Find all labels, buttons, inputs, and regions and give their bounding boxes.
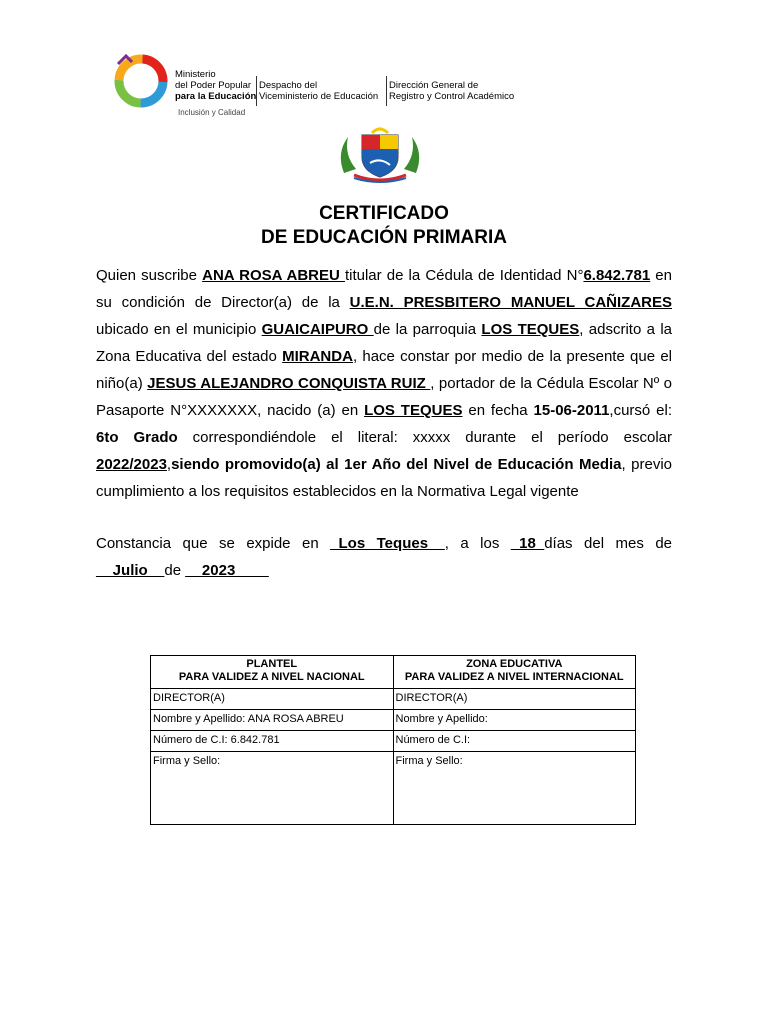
letterhead bbox=[112, 48, 532, 123]
ministry-tagline: Inclusión y Calidad bbox=[178, 108, 246, 117]
birthplace: LOS TEQUES bbox=[364, 402, 463, 419]
municipality: GUAICAIPURO bbox=[261, 321, 374, 338]
signer-id: 6.842.781 bbox=[583, 267, 651, 284]
venezuela-coat-of-arms-icon bbox=[334, 123, 426, 185]
school-period: 2022/2023 bbox=[96, 456, 167, 473]
table-cell: DIRECTOR(A) bbox=[393, 689, 636, 710]
title-line-1: CERTIFICADO bbox=[319, 203, 449, 224]
school-name: U.E.N. PRESBITERO MANUEL CAÑIZARES bbox=[349, 294, 672, 311]
birthdate: 15-06-2011 bbox=[533, 402, 610, 419]
issue-place: _Los Teques__ bbox=[330, 535, 445, 552]
divider bbox=[256, 76, 257, 106]
certificate-title bbox=[0, 202, 768, 250]
signature-cell: Firma y Sello: bbox=[393, 752, 636, 825]
plantel-header: PLANTEL PARA VALIDEZ A NIVEL NACIONAL bbox=[151, 656, 394, 689]
directorate-name: Dirección General de Registro y Control Académico bbox=[389, 80, 515, 102]
table-cell: Número de C.I: 6.842.781 bbox=[151, 731, 394, 752]
issue-day: _18_ bbox=[510, 535, 545, 552]
divider bbox=[386, 76, 387, 106]
promotion-statement: siendo promovido(a) al 1er Año del Nivel de Educación Media bbox=[171, 456, 622, 473]
certificate-body bbox=[96, 262, 672, 505]
table-row bbox=[151, 752, 636, 825]
signature-table bbox=[150, 655, 636, 825]
signer-name: ANA ROSA ABREU bbox=[202, 267, 345, 284]
issue-month: __Julio__ bbox=[96, 562, 165, 579]
title-line-2: DE EDUCACIÓN PRIMARIA bbox=[261, 227, 507, 248]
issue-year: __2023____ bbox=[185, 562, 269, 579]
student-name: JESUS ALEJANDRO CONQUISTA RUIZ bbox=[147, 375, 431, 392]
table-cell: Nombre y Apellido: bbox=[393, 710, 636, 731]
parish: LOS TEQUES bbox=[481, 321, 580, 338]
department-name: Despacho del Viceministerio de Educación bbox=[259, 80, 379, 102]
grade: 6to Grado bbox=[96, 429, 178, 446]
table-row bbox=[151, 710, 636, 731]
body-paragraph: Quien suscribe ANA ROSA ABREU titular de la Cédula de Identidad N°6.842.781 en su condición de Director(a) de la U.E.N. PRESBITERO MANUEL CAÑIZARES ubicado en el municipio GUAICAIPURO de la parroquia LOS TEQUES, adscrito a la Zona Educativa del estado MIRANDA, hace constar por medio de la presente que el niño(a) JESUS ALEJANDRO CONQUISTA RUIZ , portador de la Cédula Escolar Nº o Pasaporte N°XXXXXXX, nacido (a) en LOS TEQUES en fecha 15-06-2011,cursó el: 6to Grado correspondiéndole el literal: xxxxx durante el período escolar 2022/2023,siendo promovido(a) al 1er Año del Nivel de Educación Media, previo cumplimiento a los requisitos establecidos en la Normativa Legal vigente bbox=[96, 267, 673, 500]
ministry-name: Ministerio del Poder Popular para la Educación bbox=[175, 69, 257, 102]
table-row bbox=[151, 689, 636, 710]
state: MIRANDA bbox=[282, 348, 353, 365]
ministry-ring-logo bbox=[112, 52, 170, 110]
table-row bbox=[151, 731, 636, 752]
zona-educativa-header: ZONA EDUCATIVA PARA VALIDEZ A NIVEL INTERNACIONAL bbox=[393, 656, 636, 689]
signature-cell: Firma y Sello: bbox=[151, 752, 394, 825]
table-cell: DIRECTOR(A) bbox=[151, 689, 394, 710]
signature-table-header bbox=[151, 656, 636, 689]
table-cell: Nombre y Apellido: ANA ROSA ABREU bbox=[151, 710, 394, 731]
table-cell: Número de C.I: bbox=[393, 731, 636, 752]
closing-statement: Constancia que se expide en _Los Teques__, a los _18_días del mes de __Julio__de __2023____ bbox=[96, 535, 673, 579]
